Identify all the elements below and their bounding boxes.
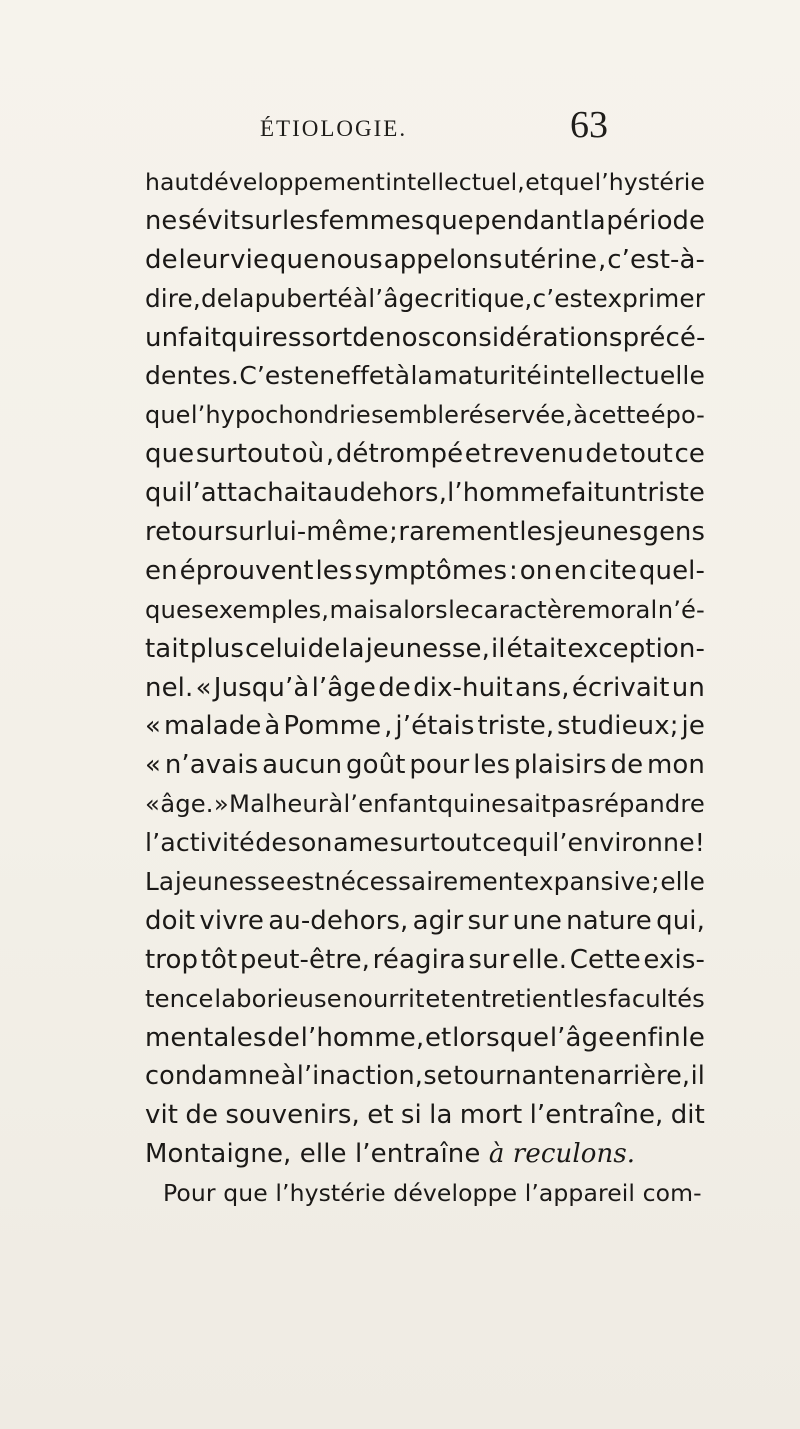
text-line (145, 1135, 705, 1174)
word: de (200, 283, 233, 313)
word: réagira (372, 944, 466, 975)
word: jeunesse, (365, 633, 491, 664)
word: « (195, 672, 212, 703)
word: aucun (262, 750, 343, 781)
word: surtout (195, 439, 291, 470)
word: une (512, 905, 562, 936)
word: n’é- (657, 594, 705, 624)
word: nous (320, 244, 383, 275)
word: tout (619, 439, 673, 470)
word: l’inaction, (296, 1061, 423, 1092)
word: l’âge (311, 672, 376, 703)
word: de (307, 633, 341, 664)
word: épo- (650, 401, 705, 430)
word: réservée, (459, 401, 573, 430)
word: était (506, 633, 567, 664)
word: la (232, 283, 255, 313)
text-line (145, 707, 705, 746)
word: « (145, 711, 162, 742)
word: lui-même (265, 517, 389, 548)
word: moral (586, 594, 658, 624)
word: cite (588, 555, 637, 586)
word: jeunesse (174, 867, 286, 897)
word: la (410, 361, 433, 391)
text-line (145, 474, 705, 513)
word: nécessairement (324, 867, 524, 897)
word: exemples, (204, 594, 330, 624)
word: tournant (453, 1061, 564, 1092)
word: ce (482, 828, 512, 858)
word: c’est-à- (607, 244, 705, 275)
word: les (282, 205, 319, 236)
word: vit (145, 1100, 179, 1131)
word: ame (333, 828, 389, 858)
text-line (145, 863, 705, 902)
word: à (280, 1061, 297, 1092)
word: fait (178, 322, 222, 353)
word: lorsque (452, 1022, 550, 1053)
word: n’avais (164, 750, 259, 781)
word: nature (566, 905, 652, 936)
word: dehors (349, 478, 439, 509)
word: maturité (433, 361, 542, 391)
word: sur (240, 205, 282, 236)
word: trop (145, 944, 199, 975)
word: et (367, 1100, 394, 1131)
text-line (145, 435, 705, 474)
text-line (145, 1096, 705, 1135)
word: les (473, 750, 511, 781)
body-text (145, 163, 705, 1213)
word: souvenirs, (225, 1100, 360, 1131)
word: femmes (319, 205, 425, 236)
word: la (429, 1100, 453, 1131)
word: de (185, 1100, 219, 1131)
word: caractère (470, 594, 587, 624)
word: l’activité (145, 828, 255, 858)
word: goût (346, 750, 406, 781)
word: il (690, 1061, 705, 1092)
word: à (328, 789, 344, 819)
text-line (145, 591, 705, 630)
word: de (610, 750, 644, 781)
word: celui (244, 633, 307, 664)
word: qui (437, 789, 476, 819)
word: au (317, 478, 350, 509)
word: que (145, 439, 195, 470)
word: arrière, (596, 1061, 691, 1092)
word: intellectuelle (542, 361, 705, 391)
word: ce (674, 439, 705, 470)
word: semble (371, 401, 459, 430)
word: doit (145, 905, 196, 936)
word: Cette (569, 944, 641, 975)
word: C’est (239, 361, 304, 391)
word: , (325, 439, 335, 470)
word: exprimer (592, 283, 705, 313)
word: condamne (145, 1061, 281, 1092)
word: de (255, 828, 288, 858)
word: pour (409, 750, 470, 781)
word: sur (468, 944, 510, 975)
text-line (145, 902, 705, 941)
word: qui, (656, 905, 705, 936)
word: studieux; (557, 711, 679, 742)
word: l’enfant (343, 789, 438, 819)
word: plus (189, 633, 245, 664)
word: de (267, 1022, 300, 1053)
word: sait (506, 789, 551, 819)
word: peut-être, (239, 944, 371, 975)
word: c’est (532, 283, 593, 313)
text-line-paragraph-start: Pour que l’hystérie développe l’appareil com- (163, 1179, 702, 1208)
word: détrompé (335, 439, 464, 470)
word: , (438, 478, 447, 509)
page-number: 63 (570, 104, 608, 146)
word: tout (429, 828, 482, 858)
word: l’hystérie (594, 168, 705, 196)
word: est (286, 867, 325, 897)
word: alors (388, 594, 448, 624)
text-line-roman: Montaigne, elle l’entraîne (145, 1139, 481, 1170)
word: elle (660, 867, 705, 897)
word: nos (385, 322, 432, 353)
word: l’âge (368, 283, 430, 313)
text-line (145, 980, 705, 1019)
word: Malheur (229, 789, 328, 819)
word: j’étais (395, 711, 475, 742)
word: à (394, 361, 411, 391)
word: vie (230, 244, 270, 275)
word: ques (145, 594, 204, 624)
word: pendant (474, 205, 583, 236)
word: un (671, 672, 705, 703)
word: ne (475, 789, 507, 819)
word: retour (145, 517, 225, 548)
word: sur (389, 828, 430, 858)
text-line (145, 163, 705, 202)
word: quel- (638, 555, 705, 586)
word: l’entraîne, (529, 1100, 664, 1131)
word: en (303, 361, 336, 391)
word: malade (163, 711, 262, 742)
word: que (269, 244, 320, 275)
word: appelons (383, 244, 503, 275)
running-head (0, 80, 800, 146)
text-line (145, 1019, 705, 1058)
word: éprouvent (179, 555, 314, 586)
word: en (145, 555, 178, 586)
text-line (145, 669, 705, 708)
word: triste, (477, 711, 555, 742)
word: qui (221, 322, 262, 353)
word: un (145, 322, 179, 353)
word: on (519, 555, 553, 586)
text-line (145, 1057, 705, 1096)
word: et (525, 168, 550, 196)
word: mentales (145, 1022, 267, 1053)
word: je (681, 711, 705, 742)
text-line (145, 396, 705, 435)
text-line (145, 941, 705, 980)
text-line (145, 241, 705, 280)
word: exis- (643, 944, 705, 975)
word: triste (637, 478, 705, 509)
word: répandre (594, 789, 705, 819)
word: fait (561, 478, 604, 509)
text-line (145, 746, 705, 785)
word: intellectuel, (385, 168, 525, 196)
word: ; (389, 517, 398, 548)
word: laborieuse (214, 983, 342, 1013)
word: tait (145, 633, 189, 664)
word: les (519, 517, 557, 548)
word: ne (145, 205, 178, 236)
word: La (145, 867, 175, 897)
word: elle. (511, 944, 568, 975)
word: et (425, 983, 451, 1013)
word: la (582, 205, 606, 236)
word: dentes. (145, 361, 239, 391)
word: gens (642, 517, 705, 548)
word: la (341, 633, 365, 664)
word: qui (145, 478, 186, 509)
word: si (400, 1100, 422, 1131)
word: son (287, 828, 333, 858)
word: tôt (200, 944, 238, 975)
word: que (145, 401, 191, 430)
word: ressort (261, 322, 353, 353)
text-line (145, 202, 705, 241)
word: cette (588, 401, 651, 430)
word: et (424, 1022, 452, 1053)
word: mais (329, 594, 388, 624)
word: sur (467, 905, 509, 936)
text-line (145, 785, 705, 824)
word: se (423, 1061, 453, 1092)
text-line (145, 513, 705, 552)
word: critique, (429, 283, 533, 313)
word: où (291, 439, 325, 470)
word: haut (145, 168, 199, 196)
word: en (564, 1061, 597, 1092)
text-line (145, 319, 705, 358)
word: revenu (492, 439, 584, 470)
word: puberté (254, 283, 353, 313)
word: agir (412, 905, 464, 936)
word: le (681, 1022, 705, 1053)
word: l’âge (549, 1022, 615, 1053)
word: ans, (514, 672, 570, 703)
word: : (509, 555, 518, 586)
word: rarement (398, 517, 519, 548)
word: sur (224, 517, 266, 548)
word: écrivait (571, 672, 670, 703)
word: nourrit (342, 983, 425, 1013)
word: et (464, 439, 492, 470)
word: précé- (622, 322, 706, 353)
word: dit (670, 1100, 705, 1131)
text-line (145, 630, 705, 669)
word: que (424, 205, 474, 236)
word: mon (646, 750, 705, 781)
word: entretient (450, 983, 573, 1013)
word: de (145, 244, 178, 275)
word: vivre (199, 905, 265, 936)
word: mort (459, 1100, 523, 1131)
word: jeunes (556, 517, 643, 548)
word: enfin (614, 1022, 681, 1053)
word: âge. (160, 789, 214, 819)
word: dire, (145, 283, 201, 313)
word: les (572, 983, 608, 1013)
word: sévit (177, 205, 241, 236)
word: l’attachait (185, 478, 317, 509)
word: exception- (567, 633, 705, 664)
word: au-dehors, (268, 905, 409, 936)
word: dix-huit (413, 672, 513, 703)
running-title: ÉTIOLOGIE. (260, 116, 408, 141)
word: » (213, 789, 229, 819)
word: à (264, 711, 281, 742)
word: , (384, 711, 393, 742)
word: l’environne! (552, 828, 705, 858)
word: de (352, 322, 385, 353)
word: tence (145, 983, 214, 1013)
word: en (554, 555, 587, 586)
word: de (585, 439, 619, 470)
word: les (315, 555, 353, 586)
word: facultés (608, 983, 705, 1013)
word: à (573, 401, 589, 430)
text-line (145, 357, 705, 396)
word: symptômes (354, 555, 508, 586)
word: l’homme, (300, 1022, 425, 1053)
word: à (352, 283, 369, 313)
text-line (145, 280, 705, 319)
word: le (448, 594, 470, 624)
word: l’homme (447, 478, 562, 509)
text-line (145, 552, 705, 591)
word: considérations (431, 322, 623, 353)
word: Jusqu’à (213, 672, 310, 703)
word: nel. (145, 672, 194, 703)
text-line-italic: à reculons. (488, 1139, 636, 1170)
word: utérine (503, 244, 598, 275)
word: développement (199, 168, 385, 196)
word: plaisirs (513, 750, 607, 781)
word: ; (651, 867, 660, 897)
word: de (378, 672, 411, 703)
word: période (606, 205, 705, 236)
word: qui (512, 828, 552, 858)
word: , (597, 244, 607, 275)
word: que (549, 168, 595, 196)
word: expansive (524, 867, 651, 897)
word: « (145, 789, 160, 819)
word: il (490, 633, 506, 664)
word: Pomme (283, 711, 382, 742)
word: l’hypochondrie (190, 401, 371, 430)
word: effet (335, 361, 395, 391)
word: pas (550, 789, 595, 819)
text-line (145, 824, 705, 863)
word: leur (178, 244, 230, 275)
word: « (145, 750, 162, 781)
word: un (604, 478, 637, 509)
